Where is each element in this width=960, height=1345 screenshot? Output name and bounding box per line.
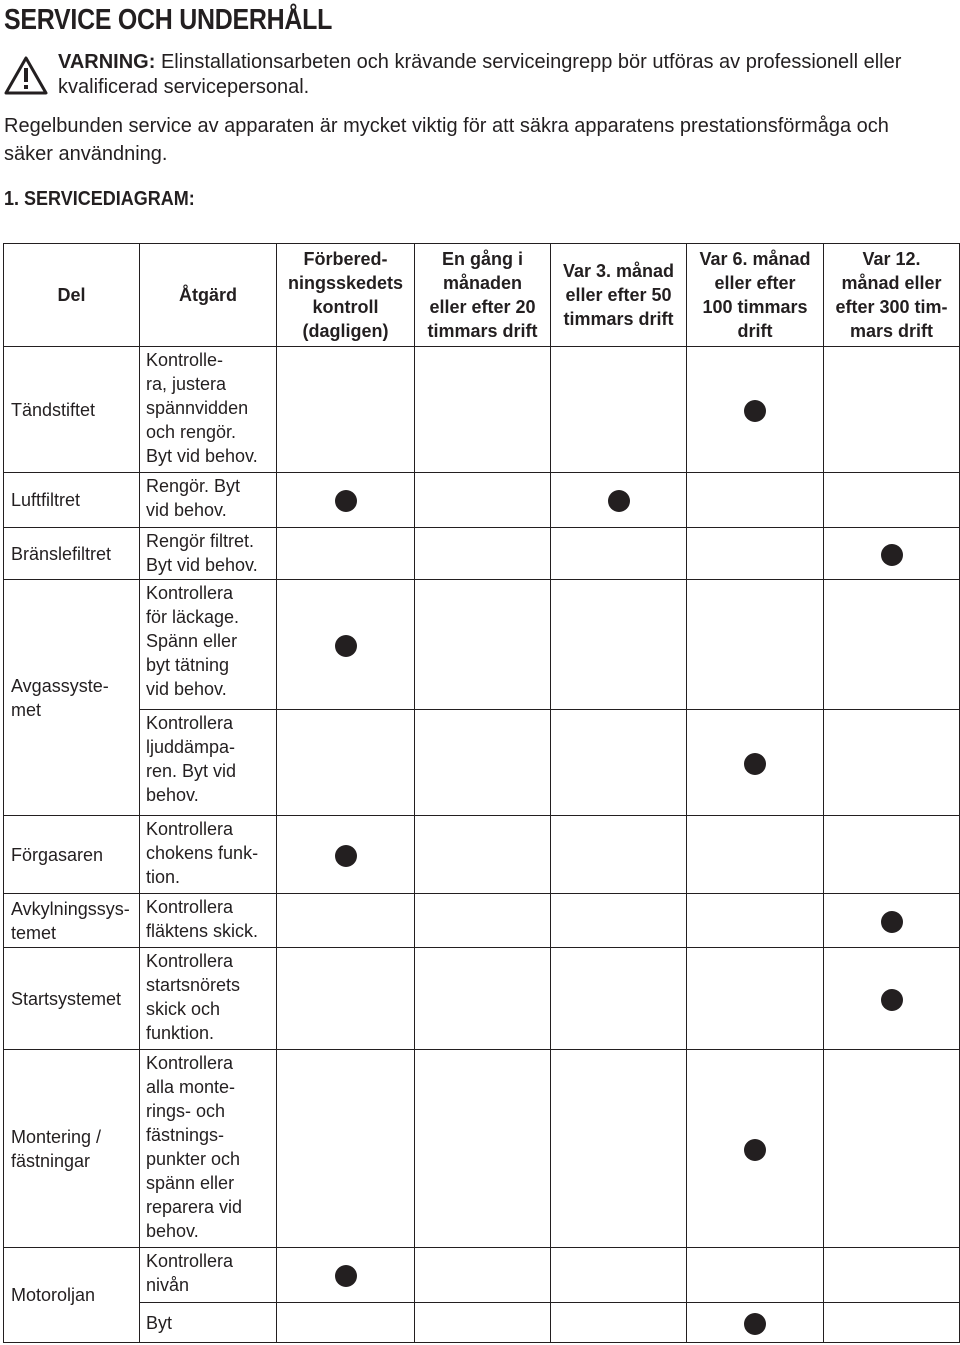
header-12-months: Var 12. månad eller efter 300 tim- mars drift [824,244,960,347]
warning-body: Elinstallationsarbeten och krävande serviceingrepp bör utföras av professionell eller kvalificerad servicepersonal. [58,51,902,98]
interval-cell [687,528,824,580]
interval-cell [551,894,687,948]
header-3-months: Var 3. månad eller efter 50 timmars drift [551,244,687,347]
warning-text [58,50,934,100]
interval-cell [277,710,415,816]
interval-cell [415,347,551,473]
filled-circle-icon [881,989,903,1011]
interval-cell [277,347,415,473]
interval-cell [551,1303,687,1343]
filled-circle-icon [608,490,630,512]
filled-circle-icon [335,490,357,512]
interval-cell [551,1248,687,1303]
interval-cell [687,816,824,894]
interval-cell [415,473,551,528]
filled-circle-icon [335,1265,357,1287]
action-cell: Kontrollera chokens funk- tion. [140,816,277,894]
interval-cell [277,580,415,710]
action-cell: Byt [140,1303,277,1343]
interval-cell [824,473,960,528]
interval-cell [824,894,960,948]
interval-cell [551,528,687,580]
part-cell: Montering / fästningar [4,1050,140,1248]
table-row [4,894,960,948]
interval-cell [687,580,824,710]
interval-cell [687,1050,824,1248]
action-cell: Kontrollera alla monte- rings- och fästnings- punkter och spänn eller reparera vid behov. [140,1050,277,1248]
warning-triangle-icon [4,56,48,96]
filled-circle-icon [335,635,357,657]
interval-cell [551,948,687,1050]
interval-cell [824,710,960,816]
interval-cell [277,473,415,528]
table-row [4,580,960,710]
interval-cell [687,347,824,473]
interval-cell [277,816,415,894]
action-cell: Kontrollera nivån [140,1248,277,1303]
action-cell: Kontrollera startsnörets skick och funktion. [140,948,277,1050]
interval-cell [277,1303,415,1343]
interval-cell [415,816,551,894]
action-cell: Kontrollera för läckage. Spänn eller byt tätning vid behov. [140,580,277,710]
part-cell: Tändstiftet [4,347,140,473]
interval-cell [687,894,824,948]
intro-paragraph: Regelbunden service av apparaten är mycket viktig för att säkra apparatens prestationsförmåga och säker användning. [4,115,889,165]
interval-cell [551,347,687,473]
interval-cell [551,710,687,816]
interval-cell [415,1050,551,1248]
table-row [4,948,960,1050]
part-cell: Bränslefiltret [4,528,140,580]
section-title: 1. SERVICEDIAGRAM: [4,188,195,210]
part-cell: Avkylningssys- temet [4,894,140,948]
interval-cell [277,894,415,948]
action-cell: Kontrolle- ra, justera spännvidden och rengör. Byt vid behov. [140,347,277,473]
table-row [4,710,960,816]
part-cell: Luftfiltret [4,473,140,528]
interval-cell [687,710,824,816]
header-monthly: En gång i månaden eller efter 20 timmars drift [415,244,551,347]
table-header-row [4,244,960,347]
interval-cell [824,1050,960,1248]
table-row [4,347,960,473]
header-6-months: Var 6. månad eller efter 100 timmars drift [687,244,824,347]
header-daily: Förbered- ningsskedets kontroll (dagligen) [277,244,415,347]
table-row [4,1050,960,1248]
interval-cell [824,816,960,894]
interval-cell [824,1303,960,1343]
table-row [4,1248,960,1303]
interval-cell [415,1248,551,1303]
interval-cell [551,816,687,894]
interval-cell [824,347,960,473]
interval-cell [415,894,551,948]
table-row [4,528,960,580]
interval-cell [551,473,687,528]
interval-cell [824,528,960,580]
interval-cell [687,473,824,528]
table-row [4,816,960,894]
interval-cell [824,580,960,710]
part-cell: Motoroljan [4,1248,140,1343]
interval-cell [277,1050,415,1248]
interval-cell [687,948,824,1050]
part-cell: Startsystemet [4,948,140,1050]
filled-circle-icon [335,845,357,867]
part-cell: Avgassyste- met [4,580,140,816]
service-schedule-table [3,243,960,1343]
interval-cell [415,580,551,710]
action-cell: Rengör. Byt vid behov. [140,473,277,528]
table-row [4,1303,960,1343]
filled-circle-icon [744,1139,766,1161]
interval-cell [824,948,960,1050]
action-cell: Kontrollera fläktens skick. [140,894,277,948]
header-action: Åtgärd [140,244,277,347]
filled-circle-icon [744,1313,766,1335]
filled-circle-icon [881,544,903,566]
interval-cell [687,1303,824,1343]
interval-cell [551,580,687,710]
action-cell: Rengör filtret. Byt vid behov. [140,528,277,580]
part-cell: Förgasaren [4,816,140,894]
filled-circle-icon [744,400,766,422]
filled-circle-icon [744,753,766,775]
warning-label: VARNING: [58,51,156,73]
interval-cell [551,1050,687,1248]
interval-cell [824,1248,960,1303]
action-cell: Kontrollera ljuddämpa- ren. Byt vid behov. [140,710,277,816]
header-part: Del [4,244,140,347]
interval-cell [277,948,415,1050]
interval-cell [415,948,551,1050]
interval-cell [415,528,551,580]
filled-circle-icon [881,911,903,933]
interval-cell [277,528,415,580]
table-row [4,473,960,528]
interval-cell [415,1303,551,1343]
interval-cell [415,710,551,816]
interval-cell [277,1248,415,1303]
page-heading: SERVICE OCH UNDERHÅLL [4,4,333,36]
interval-cell [687,1248,824,1303]
